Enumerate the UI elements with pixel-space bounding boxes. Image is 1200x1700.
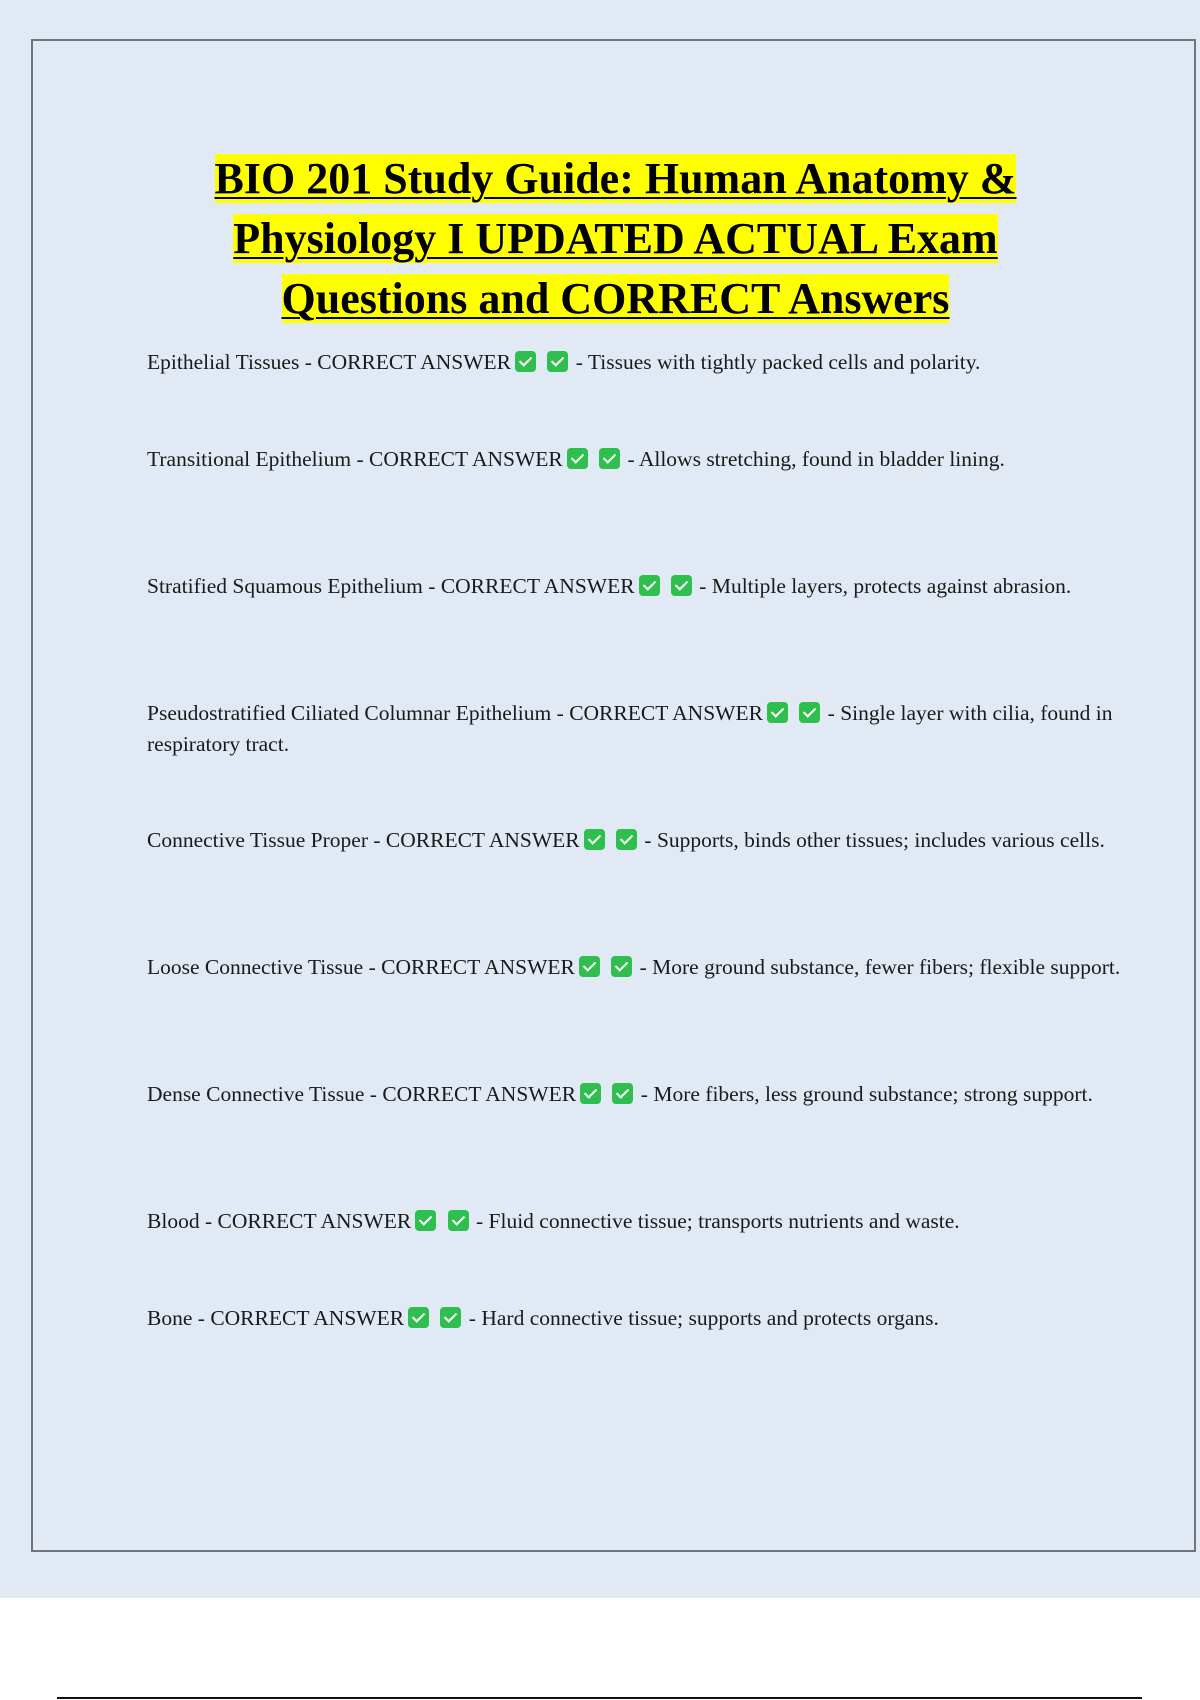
check-icon (612, 1083, 633, 1104)
answer-marker: CORRECT ANSWER (569, 701, 763, 725)
qa-entry-epithelial-tissues: Epithelial Tissues - CORRECT ANSWER - Tissues with tightly packed cells and polarity. (147, 350, 981, 374)
check-icon (799, 702, 820, 723)
qa-entry-stratified-squamous: Stratified Squamous Epithelium - CORRECT ANSWER - Multiple layers, protects against abrasion. (147, 574, 1072, 598)
entry-term: Transitional Epithelium (147, 447, 352, 471)
check-icon (547, 351, 568, 372)
document-page (31, 39, 1196, 1552)
check-icon (639, 575, 660, 596)
check-icon (671, 575, 692, 596)
answer-marker: CORRECT ANSWER (210, 1306, 405, 1330)
entry-definition: Hard connective tissue; supports and protects organs. (481, 1306, 939, 1330)
check-icon (616, 829, 637, 850)
check-icon (584, 829, 605, 850)
check-icon (415, 1210, 436, 1231)
entry-term: Connective Tissue Proper (147, 828, 368, 852)
next-page-divider (57, 1697, 1142, 1699)
entry-term: Dense Connective Tissue (147, 1082, 365, 1106)
answer-marker: CORRECT ANSWER (317, 350, 511, 374)
qa-entry-dense-connective-tissue: Dense Connective Tissue - CORRECT ANSWER - More fibers, less ground substance; strong support. (147, 1082, 1093, 1106)
title-line-2: Physiology I UPDATED ACTUAL Exam (233, 214, 998, 263)
entry-definition: Multiple layers, protects against abrasion. (711, 574, 1072, 598)
check-icon (515, 351, 536, 372)
entry-definition: Fluid connective tissue; transports nutrients and waste. (488, 1209, 960, 1233)
title-line-1: BIO 201 Study Guide: Human Anatomy & (214, 154, 1017, 203)
entry-term: Blood (147, 1209, 200, 1233)
entry-term: Loose Connective Tissue (147, 955, 364, 979)
check-icon (580, 1083, 601, 1104)
entry-definition: More ground substance, fewer fibers; flexible support. (652, 955, 1121, 979)
entry-term: Stratified Squamous Epithelium (147, 574, 423, 598)
entry-definition: Supports, binds other tissues; includes various cells. (656, 828, 1105, 852)
check-icon (448, 1210, 469, 1231)
entry-definition: Tissues with tightly packed cells and polarity. (587, 350, 981, 374)
answer-marker: CORRECT ANSWER (217, 1209, 412, 1233)
qa-entry-bone: Bone - CORRECT ANSWER - Hard connective tissue; supports and protects organs. (147, 1306, 939, 1330)
check-icon (611, 956, 632, 977)
title-line-3: Questions and CORRECT Answers (281, 274, 950, 323)
answer-marker: CORRECT ANSWER (382, 1082, 577, 1106)
answer-marker: CORRECT ANSWER (368, 447, 563, 471)
qa-entry-blood: Blood - CORRECT ANSWER - Fluid connective tissue; transports nutrients and waste. (147, 1209, 960, 1233)
answer-marker: CORRECT ANSWER (385, 828, 580, 852)
qa-entry-transitional-epithelium: Transitional Epithelium - CORRECT ANSWER - Allows stretching, found in bladder lining. (147, 447, 1005, 471)
entry-definition: Allows stretching, found in bladder lining. (638, 447, 1005, 471)
qa-entry-pseudostratified: Pseudostratified Ciliated Columnar Epithelium - CORRECT ANSWER - Single layer with cilia, found in respiratory tract. (147, 701, 1113, 756)
qa-entry-loose-connective-tissue: Loose Connective Tissue - CORRECT ANSWER - More ground substance, fewer fibers; flexible support. (147, 955, 1121, 979)
entry-term: Pseudostratified Ciliated Columnar Epithelium (147, 701, 552, 725)
check-icon (408, 1307, 429, 1328)
entry-term: Epithelial Tissues (147, 350, 300, 374)
document-title (33, 149, 1198, 329)
entry-term: Bone (147, 1306, 193, 1330)
check-icon (440, 1307, 461, 1328)
check-icon (579, 956, 600, 977)
check-icon (567, 448, 588, 469)
answer-marker: CORRECT ANSWER (381, 955, 575, 979)
entry-definition: Single layer with cilia, found in respiratory tract. (147, 701, 1113, 756)
check-icon (599, 448, 620, 469)
check-icon (767, 702, 788, 723)
entry-definition: More fibers, less ground substance; strong support. (653, 1082, 1093, 1106)
answer-marker: CORRECT ANSWER (440, 574, 635, 598)
qa-entry-connective-tissue-proper: Connective Tissue Proper - CORRECT ANSWER - Supports, binds other tissues; includes various cells. (147, 828, 1105, 852)
